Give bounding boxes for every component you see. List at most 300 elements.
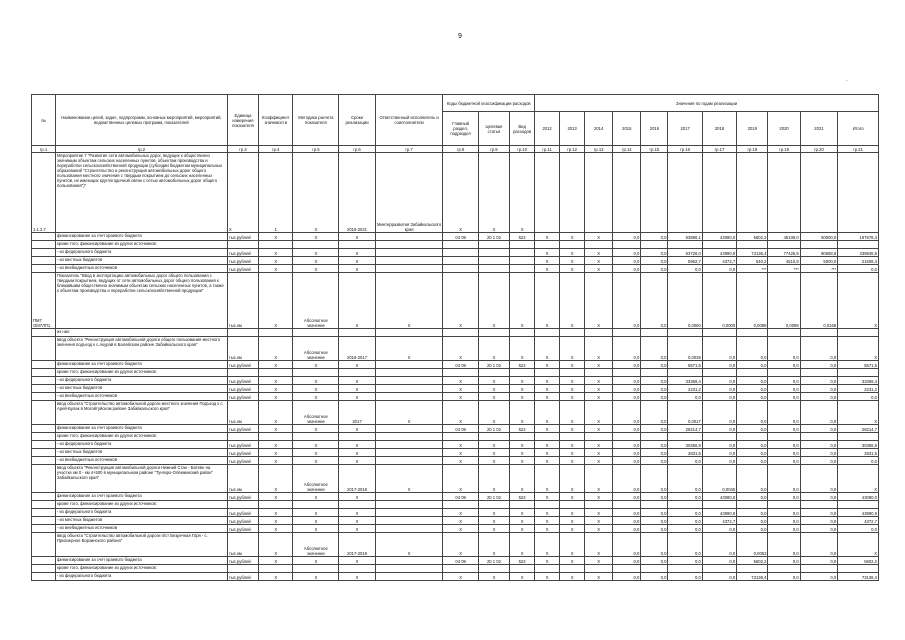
row-responsible [375, 377, 443, 385]
row-code-type: X [510, 509, 535, 517]
row-year-value: X [585, 377, 613, 385]
row-code-target [478, 433, 509, 441]
row-year-value: 0,0 [768, 449, 800, 457]
row-method [293, 369, 339, 377]
row-year-value [535, 369, 560, 377]
row-total: X [838, 533, 879, 557]
row-year-value: 0,0 [613, 233, 641, 241]
row-code-type [510, 433, 535, 441]
row-number [32, 385, 56, 393]
row-method: X [293, 393, 339, 401]
row-year-value: X [560, 465, 585, 493]
row-year-value: X [535, 385, 560, 393]
row-year-value: 0,0 [613, 401, 641, 425]
table-row [32, 525, 879, 533]
row-number [32, 493, 56, 501]
row-year-value: 43080,0 [702, 233, 736, 241]
row-year-value: X [585, 533, 613, 557]
row-total: 33369,4 [838, 377, 879, 385]
row-year-value [768, 565, 800, 573]
row-name: финансирование за счет краевого бюджета [55, 425, 227, 433]
row-year-value: X [535, 425, 560, 433]
row-term: X [339, 457, 375, 465]
row-code-target [478, 501, 509, 509]
row-code-target: X [478, 509, 509, 517]
row-year-value: 28214,7 [668, 425, 702, 433]
row-year-value: 0,0 [768, 533, 800, 557]
row-responsible [375, 361, 443, 369]
row-year-value: 0,0 [800, 525, 838, 533]
row-year-value: 0,0 [613, 457, 641, 465]
row-code-main: X [443, 441, 478, 449]
row-code-type [510, 249, 535, 257]
row-code-type [510, 565, 535, 573]
row-name: финансирование за счет краевого бюджета [55, 557, 227, 565]
row-year-value: 0,0 [768, 425, 800, 433]
row-term: 2016-2017 [339, 337, 375, 361]
row-code-type: X [510, 401, 535, 425]
row-code-target: X [478, 465, 509, 493]
row-unit: тыс.рублей [227, 557, 258, 565]
row-year-value [768, 329, 800, 337]
row-year-value: X [535, 265, 560, 273]
row-year-value: 0,0 [768, 385, 800, 393]
row-code-main [443, 329, 478, 337]
table-row [32, 441, 879, 449]
row-total: X [838, 401, 879, 425]
row-name: кроме того, финансирование из других источников: [55, 241, 227, 249]
row-code-main: X [443, 533, 478, 557]
row-total: 197676,4 [838, 233, 879, 241]
row-year-value [668, 153, 702, 233]
row-year-value: 43080,0 [702, 493, 736, 501]
table-row [32, 393, 879, 401]
row-method [293, 241, 339, 249]
row-total: 2831,5 [838, 449, 879, 457]
row-year-value: 0,0 [613, 517, 641, 525]
row-unit: тыс.рублей [227, 573, 258, 581]
row-total: 4372,7 [838, 517, 879, 525]
row-year-value: 4510,8 [768, 257, 800, 265]
row-year-value: X [585, 401, 613, 425]
row-year-value: 0,0098 [737, 273, 768, 329]
row-method [293, 329, 339, 337]
table-row [32, 557, 879, 565]
row-year-value: 5602,2 [737, 233, 768, 241]
row-year-value: 0,0 [641, 337, 668, 361]
row-responsible [375, 265, 443, 273]
row-method: X [293, 449, 339, 457]
row-number [32, 509, 56, 517]
row-coefficient: X [259, 377, 293, 385]
row-code-main: X [443, 337, 478, 361]
row-responsible: X [375, 273, 443, 329]
row-year-value [768, 433, 800, 441]
header-year: 2014 [585, 112, 613, 146]
row-year-value: 0,0 [641, 273, 668, 329]
row-code-target [478, 241, 509, 249]
row-year-value: 0,0 [668, 573, 702, 581]
header-code-main: Главный раздел, подраздел [443, 112, 478, 146]
row-responsible: X [375, 465, 443, 493]
row-method: X [293, 457, 339, 465]
row-number [32, 433, 56, 441]
row-year-value: X [585, 337, 613, 361]
row-year-value: 0,0 [641, 393, 668, 401]
row-responsible [375, 509, 443, 517]
row-year-value: 0,0 [737, 393, 768, 401]
row-year-value: 0,0 [737, 441, 768, 449]
row-year-value: X [585, 457, 613, 465]
row-code-main: X [443, 525, 478, 533]
row-year-value: 0,0 [768, 493, 800, 501]
row-year-value [641, 329, 668, 337]
row-method: X [293, 509, 339, 517]
row-year-value: 0,0 [737, 361, 768, 369]
row-year-value: 0,0 [737, 449, 768, 457]
row-year-value: 0,0 [641, 401, 668, 425]
row-year-value: 0,0 [641, 517, 668, 525]
row-year-value: 33369,4 [668, 377, 702, 385]
row-year-value: 0,0 [641, 233, 668, 241]
row-code-target: 20 1 02 [478, 233, 509, 241]
table-row [32, 517, 879, 525]
row-unit: тыс.рублей [227, 449, 258, 457]
row-term [339, 241, 375, 249]
row-year-value: 0,0 [737, 525, 768, 533]
row-year-value: X [585, 557, 613, 565]
row-term [339, 433, 375, 441]
row-year-value: X [585, 525, 613, 533]
row-year-value: 5602,2 [737, 557, 768, 565]
row-responsible [375, 433, 443, 441]
row-term: X [339, 393, 375, 401]
row-year-value: 0,0 [641, 509, 668, 517]
row-year-value: 0,0 [641, 425, 668, 433]
row-year-value [737, 241, 768, 249]
row-responsible: X [375, 533, 443, 557]
row-year-value: 0,0 [641, 361, 668, 369]
row-term: X [339, 273, 375, 329]
row-year-value [613, 369, 641, 377]
row-year-value [702, 153, 736, 233]
row-year-value: 0,0 [768, 393, 800, 401]
row-method: X [293, 265, 339, 273]
row-year-value: 0,0 [800, 533, 838, 557]
header-year: 2012 [535, 112, 560, 146]
row-year-value: 0,0 [737, 385, 768, 393]
row-year-value: 0,0 [668, 533, 702, 557]
row-code-main: X [443, 401, 478, 425]
row-coefficient: X [259, 449, 293, 457]
row-method: X [293, 441, 339, 449]
row-unit: X [227, 153, 258, 233]
row-year-value: X [535, 273, 560, 329]
row-year-value: 0,0 [641, 525, 668, 533]
row-code-main: X [443, 517, 478, 525]
row-coefficient [259, 501, 293, 509]
row-code-target: X [478, 533, 509, 557]
row-year-value: X [535, 361, 560, 369]
row-code-main: X [443, 393, 478, 401]
row-year-value [800, 153, 838, 233]
row-year-value: 0,0 [613, 385, 641, 393]
row-coefficient [259, 329, 293, 337]
row-name: из них: [55, 329, 227, 337]
row-unit: тыс.км [227, 401, 258, 425]
row-year-value: X [535, 377, 560, 385]
row-number [32, 525, 56, 533]
row-code-target: X [478, 337, 509, 361]
header-year: 2020 [768, 112, 800, 146]
row-name: - из федерального бюджета [55, 573, 227, 581]
row-year-value [535, 565, 560, 573]
row-year-value [668, 329, 702, 337]
table-row [32, 265, 879, 273]
row-total: 5571,5 [838, 361, 879, 369]
row-year-value: X [560, 377, 585, 385]
row-year-value [702, 565, 736, 573]
row-method: Абсолютное значение [293, 337, 339, 361]
row-year-value [800, 329, 838, 337]
row-method: X [293, 377, 339, 385]
row-year-value: 0,0 [668, 493, 702, 501]
row-code-target: X [478, 457, 509, 465]
row-year-value: 0,0 [737, 517, 768, 525]
row-responsible [375, 329, 443, 337]
row-year-value: 80668,8 [800, 249, 838, 257]
column-number: гр.21 [838, 146, 879, 153]
row-number [32, 533, 56, 557]
row-year-value: 0,0 [702, 533, 736, 557]
row-year-value: 0,0 [668, 509, 702, 517]
row-method: X [293, 233, 339, 241]
row-year-value [613, 501, 641, 509]
row-year-value: 0,0 [800, 457, 838, 465]
row-total: 43990,9 [838, 509, 879, 517]
row-code-type: X [510, 533, 535, 557]
row-code-main: X [443, 377, 478, 385]
row-number [32, 425, 56, 433]
row-year-value: X [560, 517, 585, 525]
row-code-main: X [443, 509, 478, 517]
row-year-value: 73136,4 [737, 249, 768, 257]
row-name: - из федерального бюджета [55, 377, 227, 385]
row-year-value: 0,0 [768, 465, 800, 493]
row-year-value: X [560, 557, 585, 565]
row-code-target [478, 329, 509, 337]
row-term: X [339, 573, 375, 581]
row-unit: тыс.рублей [227, 393, 258, 401]
row-name: - из внебюджетных источников [55, 265, 227, 273]
row-method: X [293, 517, 339, 525]
row-method: X [293, 153, 339, 233]
row-number [32, 265, 56, 273]
row-year-value [768, 501, 800, 509]
row-total: 338945,9 [838, 249, 879, 257]
row-year-value [737, 153, 768, 233]
row-year-value: 0,0 [768, 441, 800, 449]
row-total: 30356,9 [838, 441, 879, 449]
column-number: гр.19 [768, 146, 800, 153]
row-year-value [613, 565, 641, 573]
row-term [339, 501, 375, 509]
row-year-value: 0,0 [702, 441, 736, 449]
row-code-main: X [443, 457, 478, 465]
row-year-value: 0,0 [702, 361, 736, 369]
row-year-value: X [560, 449, 585, 457]
table-row [32, 273, 879, 329]
row-unit [227, 501, 258, 509]
row-total [838, 153, 879, 233]
row-year-value [702, 433, 736, 441]
row-method: X [293, 493, 339, 501]
row-year-value [800, 501, 838, 509]
column-number: гр.9 [478, 146, 509, 153]
column-number: гр.11 [535, 146, 560, 153]
table-row [32, 153, 879, 233]
row-year-value: X [535, 493, 560, 501]
row-name: - из федерального бюджета [55, 509, 227, 517]
row-year-value [535, 241, 560, 249]
row-code-main [443, 241, 478, 249]
row-code-type: X [510, 153, 535, 233]
row-code-target: X [478, 441, 509, 449]
row-coefficient: X [259, 493, 293, 501]
row-name: - из внебюджетных источников [55, 457, 227, 465]
header-method: Методика расчета показателя [293, 95, 339, 146]
row-responsible [375, 565, 443, 573]
row-term: X [339, 361, 375, 369]
row-number [32, 501, 56, 509]
row-year-value: 0,0 [800, 509, 838, 517]
row-year-value: 0,0 [702, 393, 736, 401]
row-unit: тыс.рублей [227, 377, 258, 385]
row-code-target: 20 1 02 [478, 425, 509, 433]
row-year-value: X [585, 441, 613, 449]
row-year-value: 0,0 [800, 441, 838, 449]
row-year-value [641, 369, 668, 377]
row-code-type [510, 265, 535, 273]
row-coefficient: X [259, 265, 293, 273]
header-no: № [32, 95, 56, 146]
row-responsible [375, 441, 443, 449]
row-unit [227, 433, 258, 441]
row-number [32, 377, 56, 385]
row-year-value [800, 565, 838, 573]
row-name: финансирование за счет краевого бюджета [55, 233, 227, 241]
row-responsible [375, 385, 443, 393]
row-year-value [560, 329, 585, 337]
row-name: - из внебюджетных источников [55, 393, 227, 401]
row-year-value: 0,0 [737, 377, 768, 385]
column-number: гр.15 [641, 146, 668, 153]
row-name: - из местных бюджетов [55, 257, 227, 265]
row-term: 2017 [339, 401, 375, 425]
row-number [32, 573, 56, 581]
row-name: - из внебюджетных источников [55, 525, 227, 533]
row-year-value: 0,0 [800, 493, 838, 501]
table-row [32, 385, 879, 393]
row-method: X [293, 385, 339, 393]
row-coefficient: X [259, 465, 293, 493]
row-year-value: 0,0 [737, 465, 768, 493]
row-year-value: 53886,1 [668, 233, 702, 241]
row-code-main: 04 09 [443, 425, 478, 433]
row-number [32, 393, 56, 401]
row-year-value: X [535, 557, 560, 565]
header-year: 2021 [800, 112, 838, 146]
row-code-target: X [478, 525, 509, 533]
row-method: Абсолютное значение [293, 401, 339, 425]
column-number: гр.3 [227, 146, 258, 153]
row-number [32, 257, 56, 265]
row-code-main: 04 09 [443, 233, 478, 241]
row-year-value: 0,0 [800, 377, 838, 385]
row-year-value: 0,0 [800, 425, 838, 433]
row-year-value: X [535, 337, 560, 361]
row-year-value: 0,0 [768, 557, 800, 565]
row-year-value: X [535, 233, 560, 241]
row-method: X [293, 249, 339, 257]
row-year-value [560, 369, 585, 377]
row-year-value: X [535, 441, 560, 449]
row-year-value: X [585, 249, 613, 257]
row-year-value: 0,0 [613, 257, 641, 265]
row-total: 0,0 [838, 525, 879, 533]
row-year-value: 0,0053 [737, 533, 768, 557]
table-row [32, 509, 879, 517]
row-year-value: 0,0 [613, 273, 641, 329]
row-coefficient: 1 [259, 153, 293, 233]
header-row-1 [32, 95, 879, 112]
row-code-type: X [510, 517, 535, 525]
row-year-value: X [585, 449, 613, 457]
table-row [32, 565, 879, 573]
row-coefficient: X [259, 393, 293, 401]
row-code-main: X [443, 573, 478, 581]
row-unit: тыс.рублей [227, 441, 258, 449]
row-year-value: 0,0 [702, 337, 736, 361]
row-code-type: X [510, 377, 535, 385]
row-year-value: 0,0 [613, 525, 641, 533]
row-unit: тыс.км [227, 533, 258, 557]
row-method: X [293, 257, 339, 265]
row-year-value [737, 501, 768, 509]
header-name: Наименование целей, задач, подпрограмм, основных мероприятий, мероприятий, ведомственных целевых программ, показателей [55, 95, 227, 146]
row-code-type: 522 [510, 493, 535, 501]
row-year-value: X [560, 273, 585, 329]
table-row [32, 401, 879, 425]
row-method: X [293, 425, 339, 433]
row-year-value [768, 241, 800, 249]
row-year-value: 30356,9 [668, 441, 702, 449]
row-code-type: X [510, 449, 535, 457]
row-year-value: X [560, 233, 585, 241]
row-code-type: X [510, 337, 535, 361]
row-year-value: 0,0 [768, 517, 800, 525]
row-year-value: 0,0 [613, 449, 641, 457]
header-budget-codes: Коды бюджетной классификации расходов [443, 95, 535, 112]
row-code-main [443, 501, 478, 509]
page-number: 9 [458, 33, 462, 40]
row-total: 28214,7 [838, 425, 879, 433]
page-mark: · [846, 78, 848, 84]
row-unit: тыс.рублей [227, 385, 258, 393]
row-total: 43080,0 [838, 493, 879, 501]
row-coefficient [259, 369, 293, 377]
table-row [32, 337, 879, 361]
